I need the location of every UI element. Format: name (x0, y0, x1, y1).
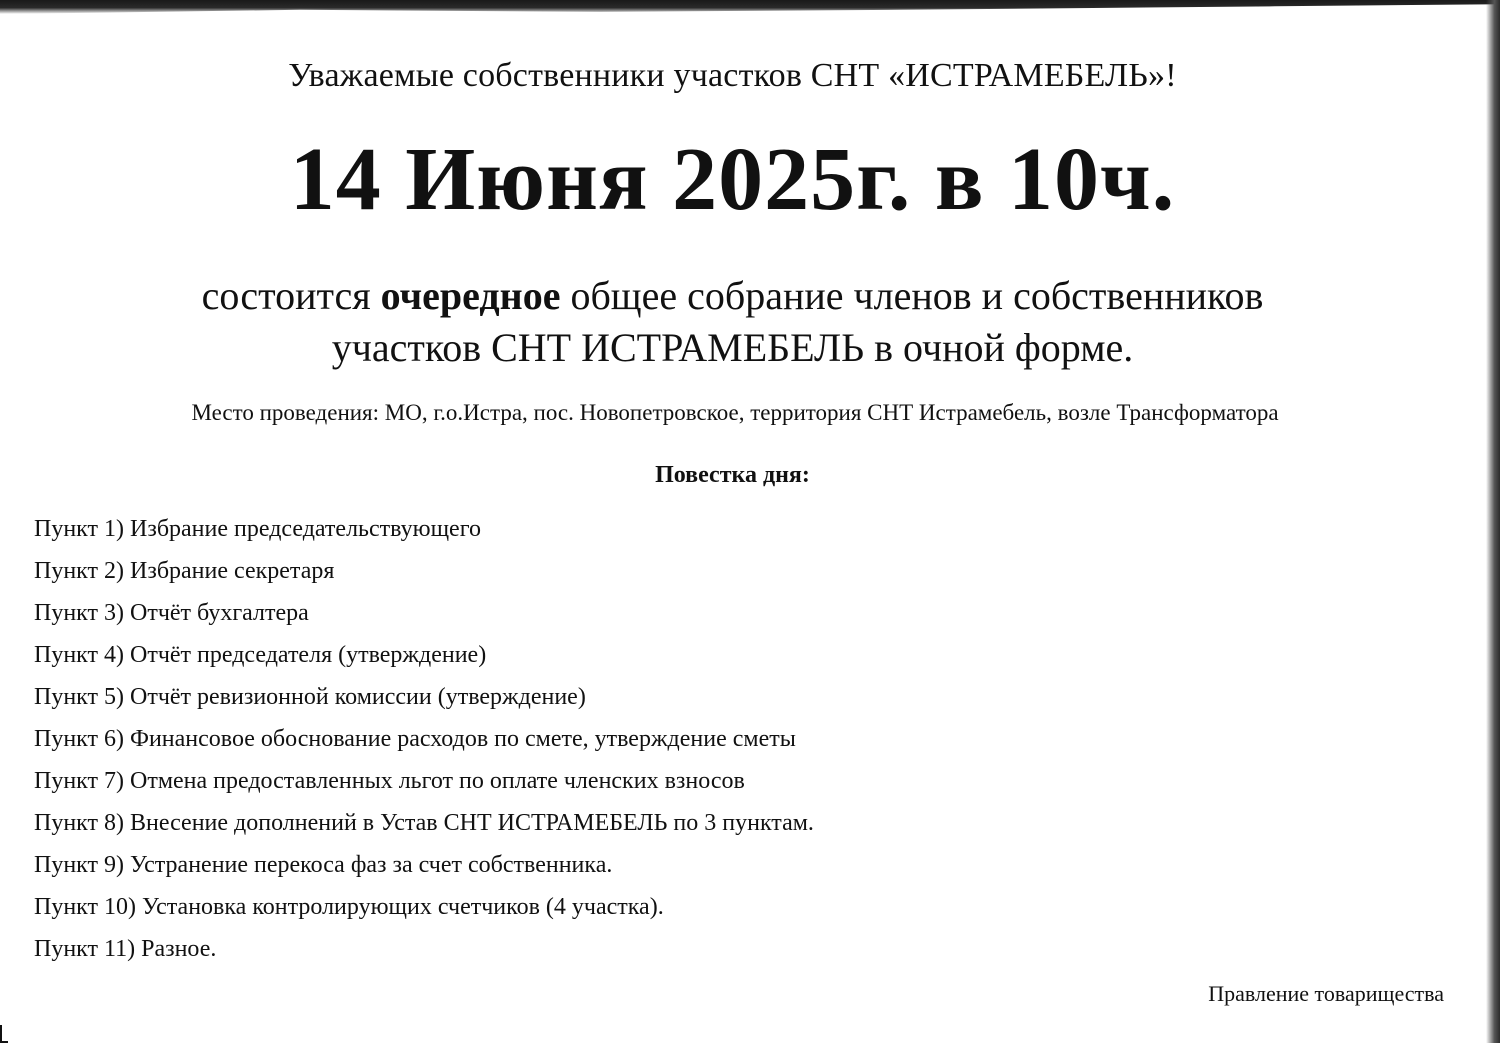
agenda-item: Пункт 10) Установка контролирующих счетчиков (4 участка). (34, 894, 664, 920)
agenda-item: Пункт 11) Разное. (34, 936, 217, 962)
agenda-item: Пункт 3) Отчёт бухгалтера (34, 600, 309, 626)
agenda-item: Пункт 7) Отмена предоставленных льгот по оплате членских взносов (34, 768, 745, 794)
agenda-title: Повестка дня: (655, 462, 810, 488)
meeting-location: Место проведения: МО, г.о.Истра, пос. Новопетровское, территория СНТ Истрамебель, возле Трансформатора (191, 400, 1279, 425)
agenda-item: Пункт 6) Финансовое обоснование расходов по смете, утверждение сметы (34, 726, 796, 752)
agenda-item: Пункт 9) Устранение перекоса фаз за счет собственника. (34, 852, 613, 878)
agenda-item: Пункт 8) Внесение дополнений в Устав СНТ ИСТРАМЕБЕЛЬ по 3 пунктам. (34, 810, 814, 836)
meeting-announcement (0, 270, 1465, 374)
greeting-line: Уважаемые собственники участков СНТ «ИСТРАМЕБЕЛЬ»! (288, 57, 1177, 94)
agenda-item: Пункт 5) Отчёт ревизионной комиссии (утверждение) (34, 684, 586, 710)
announcement-text-end: общее собрание членов и собственников (560, 273, 1264, 318)
announcement-text-start: состоится (201, 273, 381, 318)
agenda-item: Пункт 1) Избрание председательствующего (34, 516, 481, 542)
agenda-item: Пункт 2) Избрание секретаря (34, 558, 335, 584)
meeting-date-headline: 14 Июня 2025г. в 10ч. (289, 130, 1176, 229)
announcement-line-2: участков СНТ ИСТРАМЕБЕЛЬ в очной форме. (331, 325, 1134, 370)
scan-edge-top (0, 0, 1500, 14)
agenda-item: Пункт 4) Отчёт председателя (утверждение) (34, 642, 487, 668)
announcement-line-1 (0, 270, 1465, 322)
signature-board: Правление товарищества (1208, 981, 1444, 1006)
scan-corner-mark (0, 1025, 8, 1043)
scan-edge-right (1486, 0, 1500, 1043)
agenda-list (34, 508, 814, 970)
announcement-emphasis: очередное (380, 273, 561, 318)
